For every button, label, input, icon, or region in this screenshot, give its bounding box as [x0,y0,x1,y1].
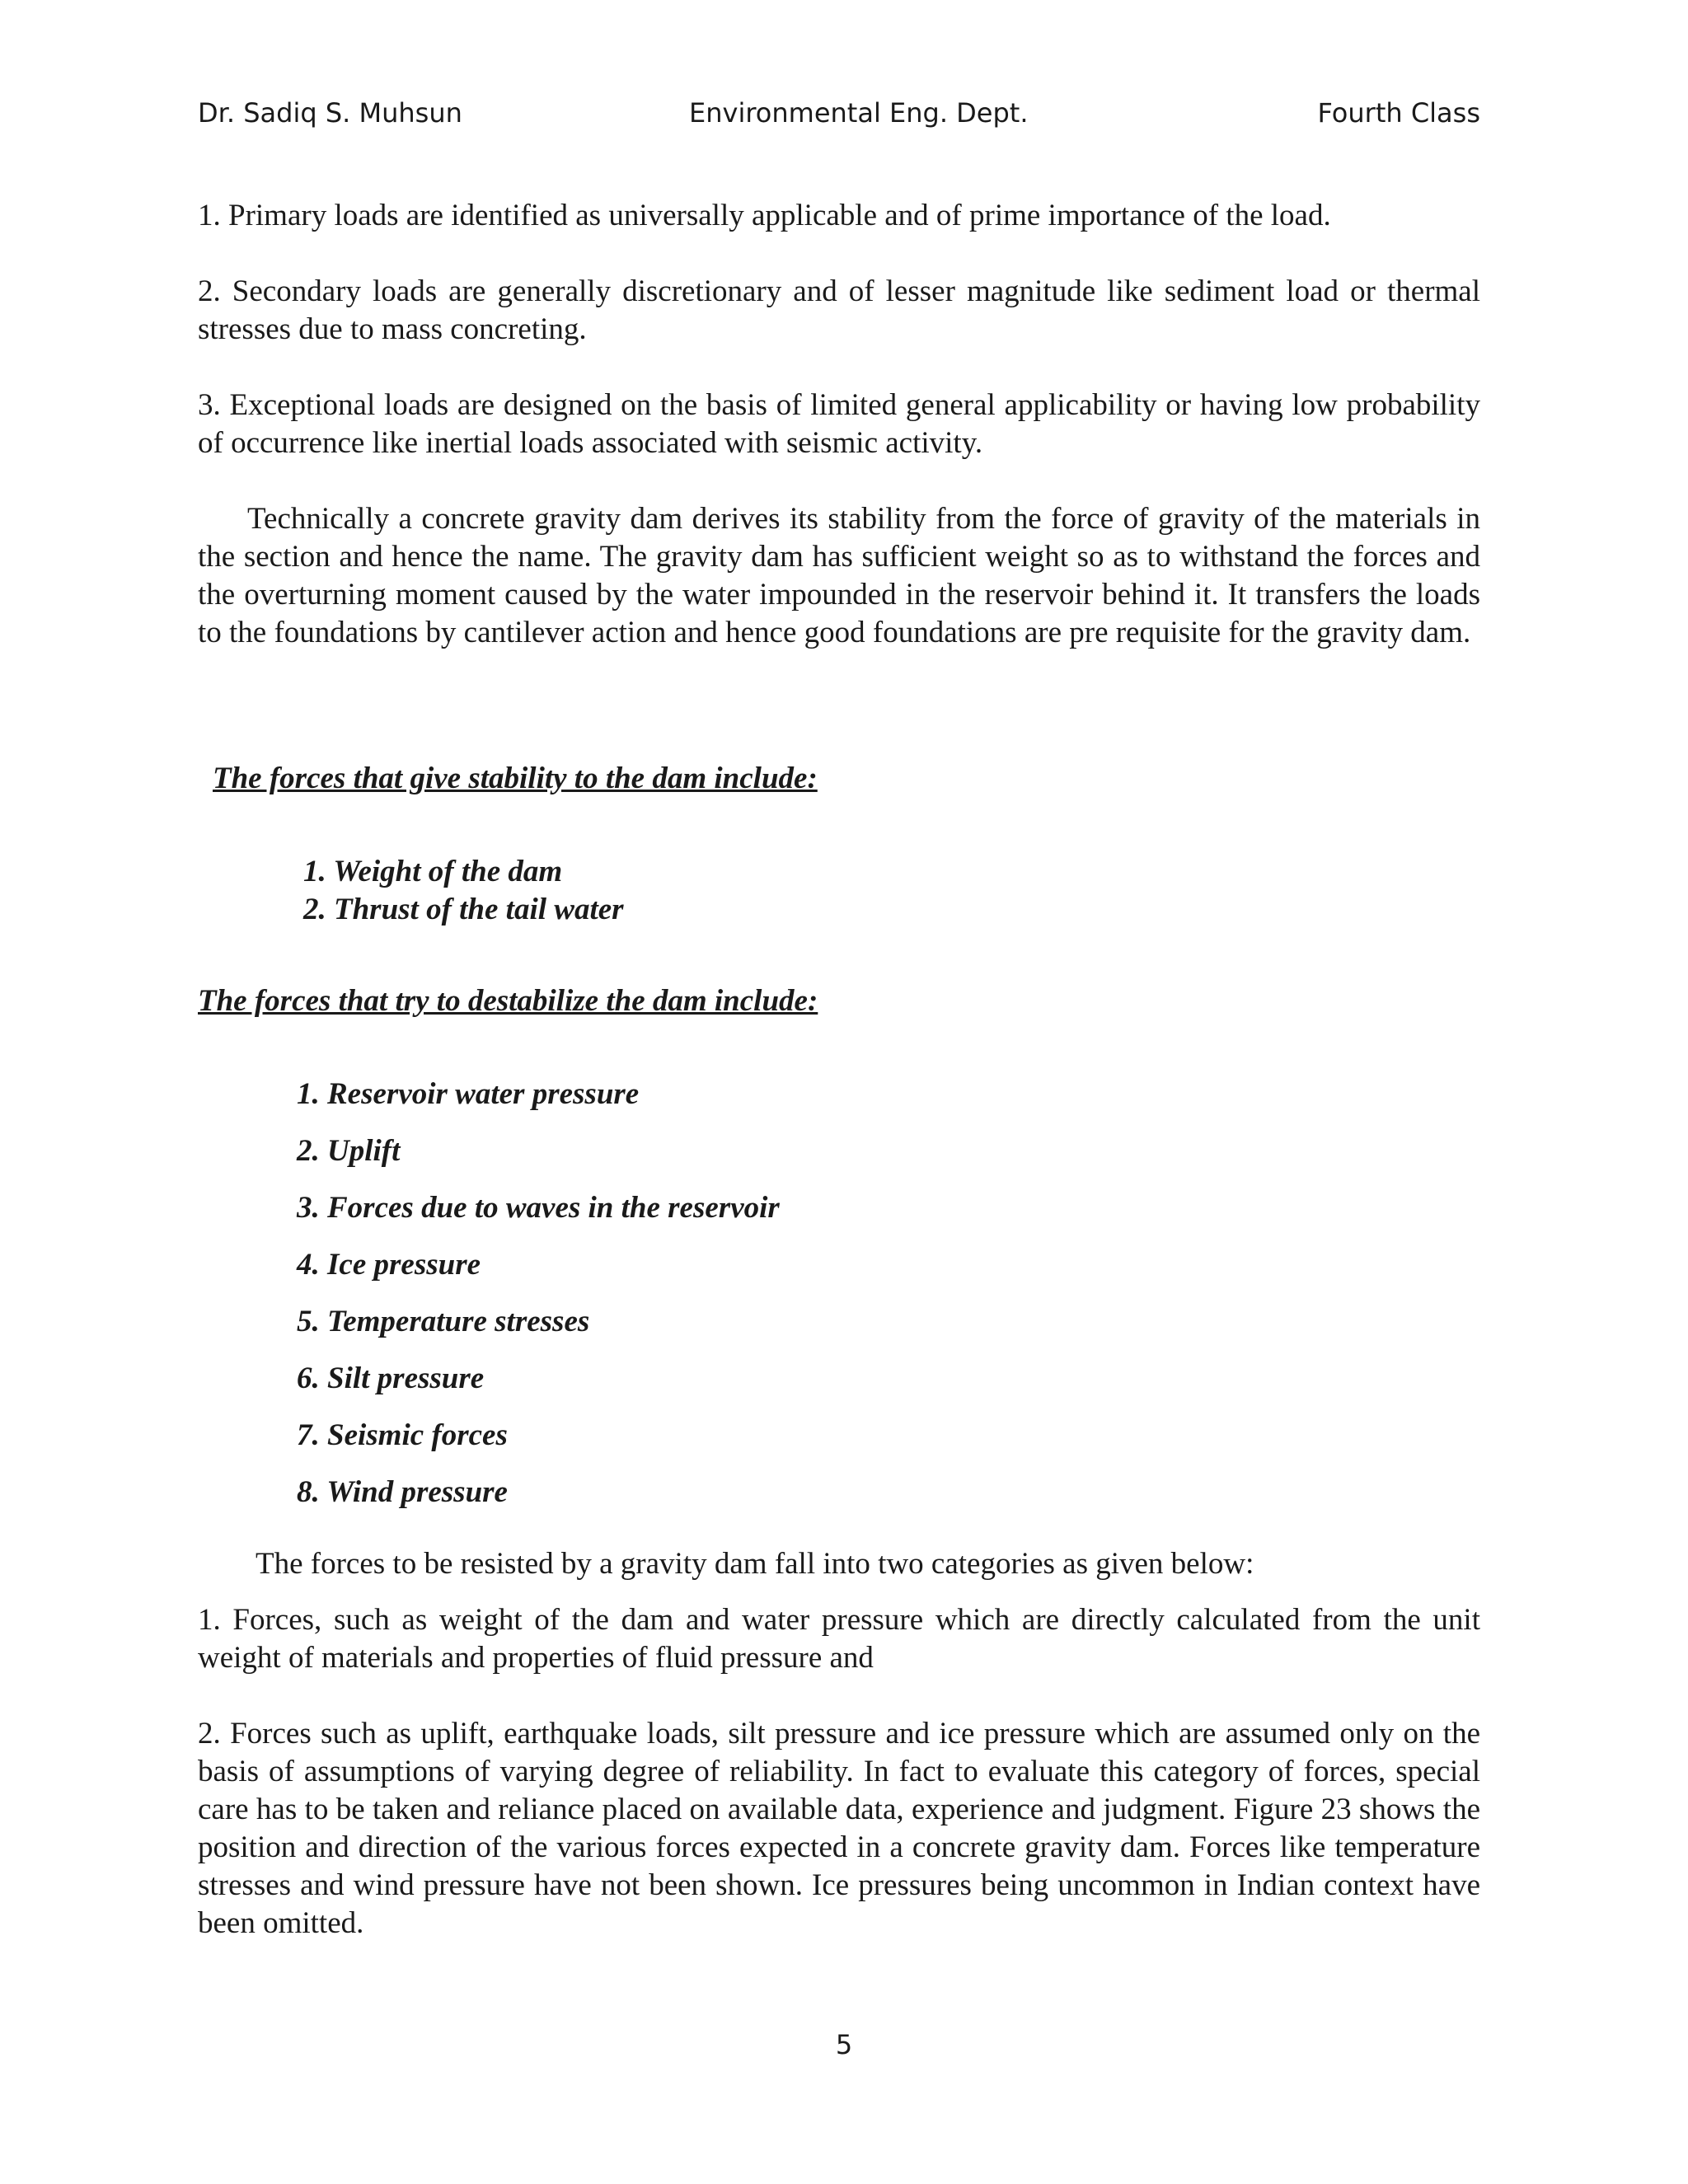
stabilizing-forces-list [303,853,624,929]
list-item: 4. Ice pressure [297,1248,481,1282]
list-item: 2. Thrust of the tail water [303,893,624,926]
header-department: Environmental Eng. Dept. [689,97,1029,129]
heading-stabilizing-forces: The forces that give stability to the dam include: [213,762,818,795]
list-item: 6. Silt pressure [297,1361,485,1395]
header-class: Fourth Class [1317,97,1480,129]
paragraph-secondary-loads: 2. Secondary loads are generally discretionary and of lesser magnitude like sediment load or thermal stresses due to mass concreting. [198,274,1480,346]
header-author: Dr. Sadiq S. Muhsun [198,97,462,129]
list-item: 2. Uplift [297,1134,401,1168]
paragraph-direct-forces: 1. Forces, such as weight of the dam and water pressure which are directly calculated from the unit weight of materials and properties of fluid pressure and [198,1603,1480,1675]
paragraph-gravity-dam: Technically a concrete gravity dam derives its stability from the force of gravity of the materials in the section and hence the name. The gravity dam has sufficient weight so as to withstand the forces and the overturning moment caused by the water impounded in the reservoir behind it. It transfers the loads to the foundations by cantilever action and hence good foundations are pre requisite for the gravity dam. [198,502,1480,649]
paragraph-exceptional-loads: 3. Exceptional loads are designed on the basis of limited general applicability or having low probability of occurrence like inertial loads associated with seismic activity. [198,388,1480,460]
list-item: 3. Forces due to waves in the reservoir [297,1191,780,1225]
destabilizing-forces-list [297,1076,780,1530]
list-item: 1. Reservoir water pressure [297,1077,640,1111]
page-header [198,97,1480,138]
heading-destabilizing-forces: The forces that try to destabilize the dam include: [198,984,818,1018]
list-item: 8. Wind pressure [297,1475,508,1509]
paragraph-primary-loads: 1. Primary loads are identified as universally applicable and of prime importance of the load. [198,199,1331,232]
paragraph-assumed-forces: 2. Forces such as uplift, earthquake loads, silt pressure and ice pressure which are assumed only on the basis of assumptions of varying degree of reliability. In fact to evaluate this category of forces, special care has to be taken and reliance placed on available data, experience and judgment. Figure 23 shows the position and direction of the various forces expected in a concrete gravity dam. Forces like temperature stresses and wind pressure have not been shown. Ice pressures being uncommon in Indian context have been omitted. [198,1717,1480,1940]
list-item: 7. Seismic forces [297,1418,508,1452]
list-item: 5. Temperature stresses [297,1305,590,1338]
list-item: 1. Weight of the dam [303,855,563,888]
page-number: 5 [835,2029,853,2060]
paragraph-force-categories: The forces to be resisted by a gravity dam fall into two categories as given below: [256,1547,1254,1581]
